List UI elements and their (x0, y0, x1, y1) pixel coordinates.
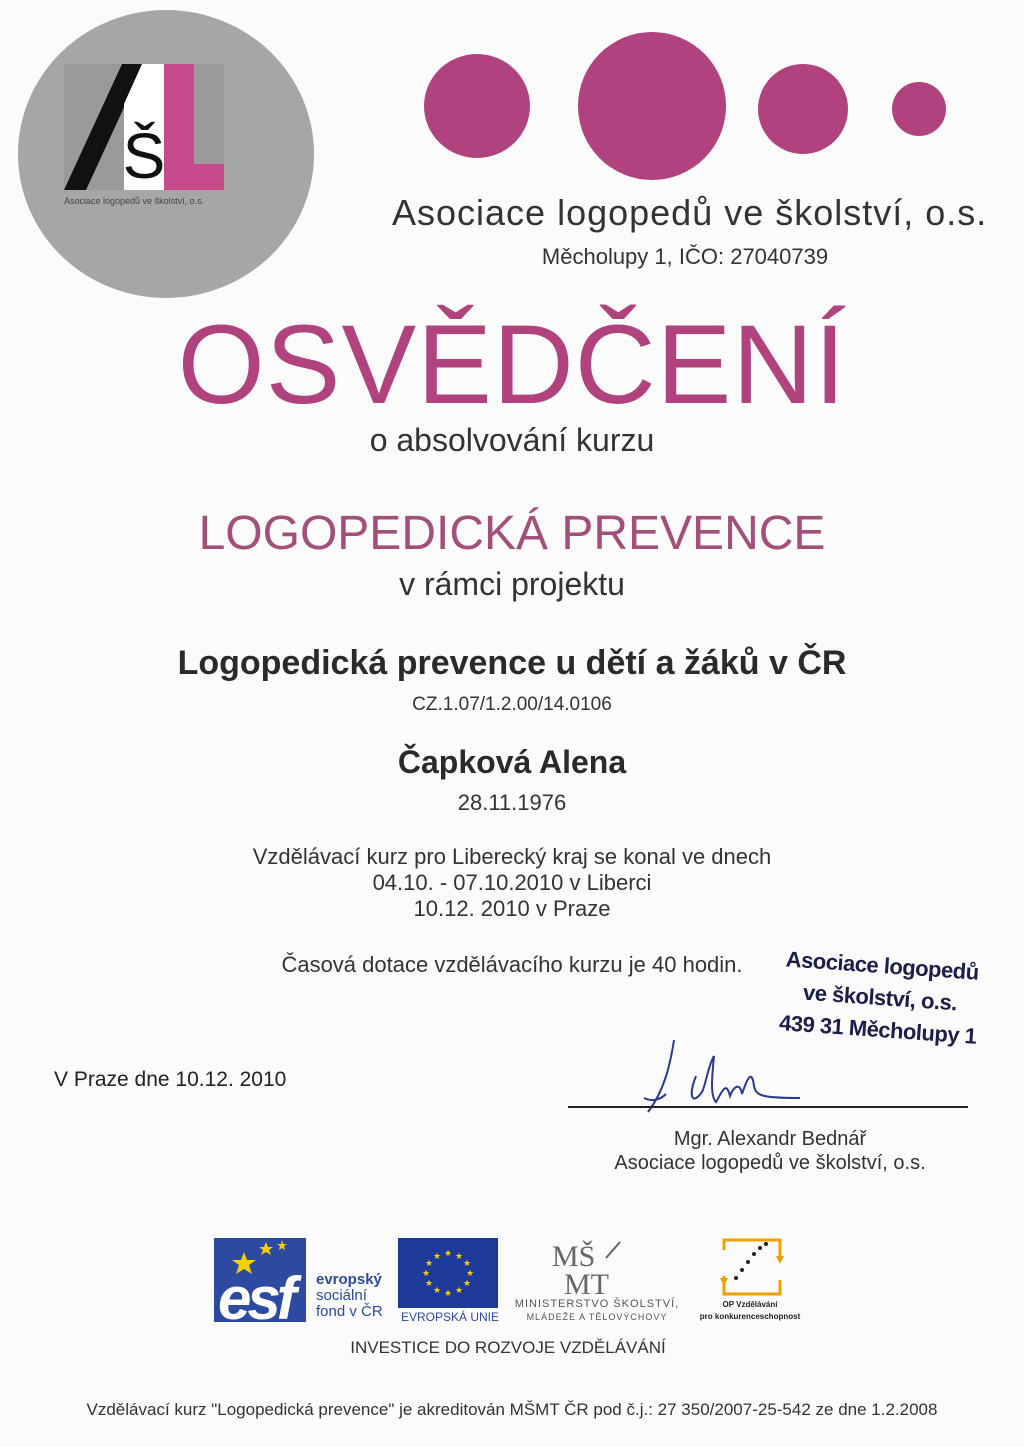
decor-dot-2 (578, 32, 726, 180)
accreditation-note: Vzdělávací kurz "Logopedická prevence" je akreditován MŠMT ČR pod č.j.: 27 350/2007-25-542 ze dne 1.2.2008 (86, 1400, 938, 1419)
op-logo (718, 1236, 788, 1300)
course-hours: Časová dotace vzdělávacího kurzu je 40 hodin. (281, 952, 743, 977)
msmt-logo (548, 1238, 638, 1296)
svg-text:★: ★ (454, 1252, 464, 1262)
esf-line3: fond v ČR (316, 1303, 383, 1320)
person-name: Čapková Alena (397, 744, 627, 780)
svg-text:★: ★ (424, 1279, 434, 1289)
course-name: LOGOPEDICKÁ PREVENCE (198, 507, 826, 560)
decor-dot-4 (892, 82, 946, 136)
svg-text:★: ★ (432, 1286, 442, 1296)
svg-text:★: ★ (465, 1269, 475, 1279)
project-intro: v rámci projektu (399, 566, 625, 602)
msmt-line1: MINISTERSTVO ŠKOLSTVÍ, (514, 1298, 680, 1310)
project-code: CZ.1.07/1.2.00/14.0106 (412, 694, 612, 715)
signer-organization: Asociace logopedů ve školství, o.s. (614, 1152, 926, 1174)
svg-text:★: ★ (454, 1286, 464, 1296)
course-info-line1: Vzdělávací kurz pro Liberecký kraj se konal ve dnech (252, 844, 772, 869)
svg-text:★: ★ (443, 1249, 453, 1259)
svg-text:MT: MT (564, 1268, 609, 1296)
svg-text:★: ★ (424, 1259, 434, 1269)
svg-text:★: ★ (421, 1269, 431, 1279)
place-date: V Praze dne 10.12. 2010 (54, 1068, 287, 1091)
esf-line1: evropský (316, 1271, 382, 1288)
esf-words (316, 1272, 383, 1320)
svg-text:★: ★ (462, 1279, 472, 1289)
certificate-title: OSVĚDČENÍ (177, 302, 847, 427)
stamp-line1: Asociace logopedů (785, 946, 980, 985)
esf-line2: sociální (316, 1287, 367, 1304)
org-name: Asociace logopedů ve školství, o.s. (392, 192, 988, 233)
signer-name: Mgr. Alexandr Bednář (673, 1128, 867, 1150)
course-info-line3: 10.12. 2010 v Praze (413, 896, 611, 921)
msmt-line2: MLÁDEŽE A TĚLOVÝCHOVY (526, 1312, 668, 1322)
certificate-subtitle: o absolvování kurzu (369, 422, 655, 458)
decor-dot-1 (424, 54, 530, 158)
svg-text:MŠ: MŠ (552, 1240, 596, 1273)
op-line2: pro konkurenceschopnost (699, 1312, 801, 1321)
logo-caption: Asociace logopedů ve školství, o.s. (64, 196, 205, 206)
handwritten-signature (630, 1036, 810, 1116)
eu-label: EVROPSKÁ UNIE (400, 1310, 500, 1324)
svg-text:Š: Š (122, 120, 166, 190)
stamp-line2: ve školství, o.s. (802, 979, 958, 1016)
svg-text:★: ★ (432, 1252, 442, 1262)
birth-date: 28.11.1976 (457, 790, 567, 815)
eu-flag (398, 1238, 498, 1308)
esf-mark: esf (218, 1265, 293, 1332)
association-logo (64, 64, 224, 190)
course-info-line2: 04.10. - 07.10.2010 v Liberci (372, 870, 652, 895)
svg-text:★: ★ (443, 1289, 453, 1299)
signature-line (568, 1106, 968, 1108)
project-title: Logopedická prevence u dětí a žáků v ČR (177, 644, 847, 682)
investice-slogan: INVESTICE DO ROZVOJE VZDĚLÁVÁNÍ (350, 1338, 666, 1357)
org-address: Měcholupy 1, IČO: 27040739 (541, 244, 829, 269)
stamp-line3: 439 31 Měcholupy 1 (778, 1010, 978, 1049)
decor-dot-3 (758, 64, 848, 154)
svg-text:★: ★ (462, 1259, 472, 1269)
op-line1: OP Vzdělávání (722, 1300, 778, 1309)
